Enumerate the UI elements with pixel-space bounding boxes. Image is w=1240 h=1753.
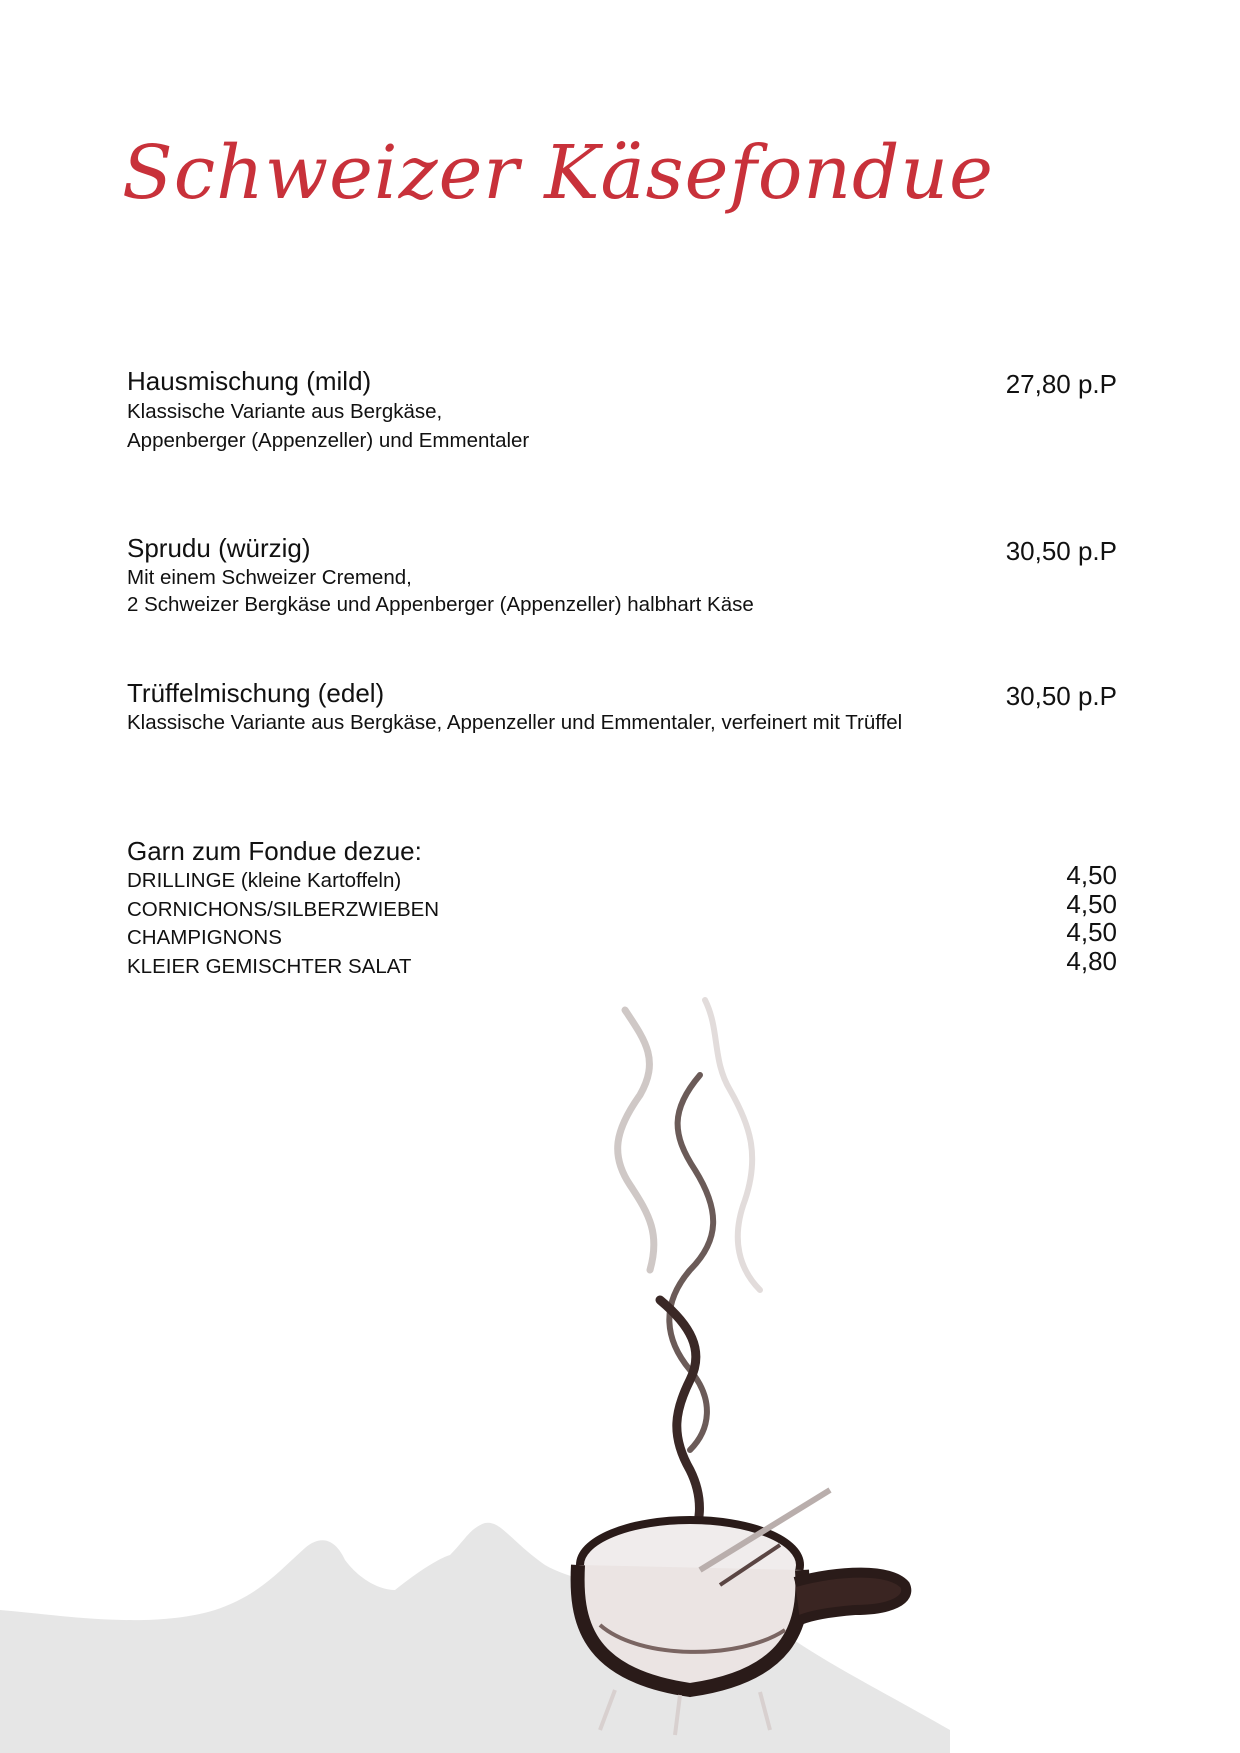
item-price: 30,50 p.P	[1005, 536, 1117, 566]
fondue-pot-icon	[0, 970, 1240, 1753]
item-price: 30,50 p.P	[1005, 681, 1117, 711]
side-dish-price: 4,50	[1066, 917, 1117, 947]
side-dish-row	[127, 860, 1117, 896]
side-dish-label: DRILLINGE (kleine Kartoffeln)	[127, 869, 402, 892]
item-description-line: 2 Schweizer Bergkäse und Appenberger (Appenzeller) halbhart Käse	[127, 593, 754, 616]
mountain-silhouette	[0, 1523, 950, 1753]
menu-item-sprudu	[127, 532, 1117, 618]
side-dish-row	[127, 888, 1117, 925]
side-dishes-heading: Garn zum Fondue dezue:	[127, 836, 422, 866]
item-name: Sprudu (würzig)	[127, 533, 311, 563]
item-description-line: Klassische Variante aus Bergkäse, Appenzeller und Emmentaler, verfeinert mit Trüffel	[127, 711, 903, 734]
item-description-line: Klassische Variante aus Bergkäse,	[127, 400, 443, 423]
item-description-line: Appenberger (Appenzeller) und Emmentaler	[127, 429, 530, 452]
steam-illustration	[618, 1000, 760, 1550]
menu-item-hausmischung	[127, 365, 1117, 455]
item-price: 27,80 p.P	[1005, 369, 1117, 399]
side-dish-row	[127, 917, 1117, 953]
item-description-line: Mit einem Schweizer Cremend,	[127, 566, 412, 589]
side-dish-label: CORNICHONS/SILBERZWIEBEN	[127, 897, 440, 921]
item-description	[127, 397, 957, 455]
side-dish-price: 4,50	[1066, 888, 1117, 919]
item-description	[127, 709, 957, 736]
side-dish-price: 4,50	[1066, 860, 1117, 890]
menu-item-trueffelmischung	[127, 677, 1117, 736]
side-dish-label: CHAMPIGNONS	[127, 926, 282, 949]
item-name: Trüffelmischung (edel)	[127, 678, 385, 708]
page-title: Schweizer Käsefondue	[122, 130, 994, 216]
side-dish-price: 4,80	[1066, 945, 1117, 976]
side-dish-label: KLEIER GEMISCHTER SALAT	[127, 954, 412, 978]
side-dishes-section	[127, 835, 1117, 981]
item-name: Hausmischung (mild)	[127, 366, 372, 396]
item-description	[127, 564, 957, 618]
